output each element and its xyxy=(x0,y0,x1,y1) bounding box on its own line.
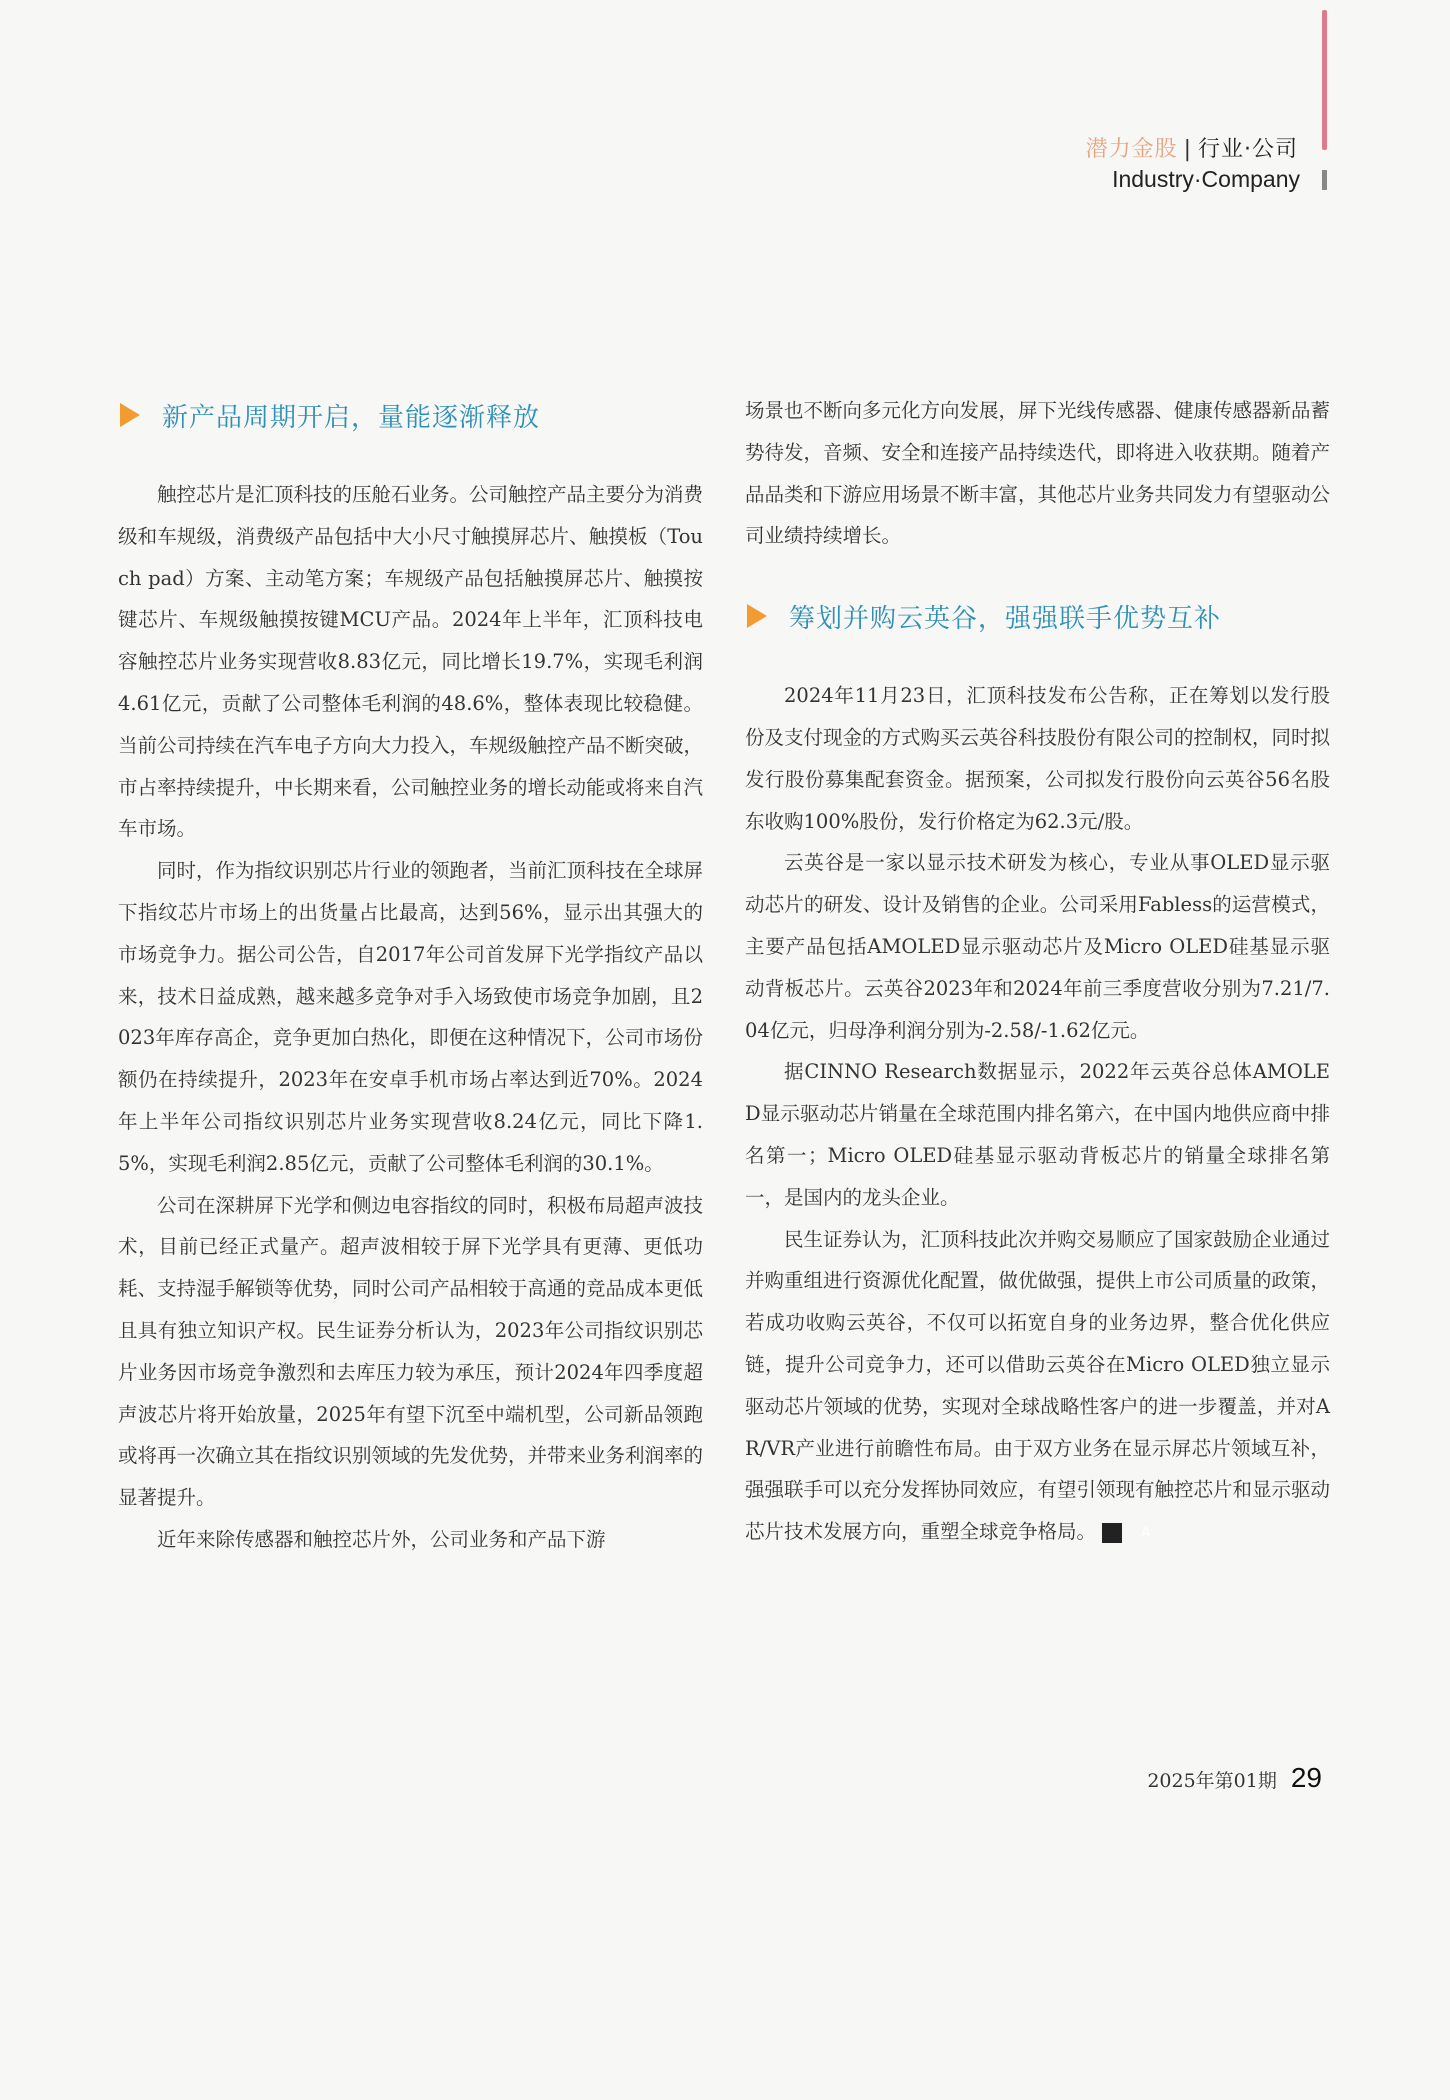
continued-paragraph: 场景也不断向多元化方向发展，屏下光线传感器、健康传感器新品蓄势待发，音频、安全和连接产品持续迭代，即将进入收获期。随着产品品类和下游应用场景不断丰富，其他芯片业务共同发力有望驱动公司业绩持续增长。 xyxy=(745,399,1331,548)
issue-label: 2025年第01期 xyxy=(1147,1770,1277,1792)
section-heading-2-text-a: 筹划并购云英谷， xyxy=(789,603,1006,634)
section-heading-2-text-b: 强强联手优势互补 xyxy=(1005,603,1222,634)
section-heading-2 xyxy=(745,591,1330,641)
triangle-bullet-icon xyxy=(120,403,140,427)
column-brand: 潜力金股 xyxy=(1085,137,1178,162)
triangle-bullet-icon xyxy=(747,604,767,628)
page-footer xyxy=(1147,1762,1322,1794)
header-tick xyxy=(1322,170,1327,190)
section-name-en: Industry·Company xyxy=(1112,166,1300,192)
section-heading-1-text: 新产品周期开启，量能逐渐释放 xyxy=(162,402,541,433)
header-accent-bar xyxy=(1322,10,1327,150)
right-column xyxy=(745,390,1330,1553)
body-paragraph: 云英谷是一家以显示技术研发为核心，专业从事OLED显示驱动芯片的研发、设计及销售的企业。公司采用Fabless的运营模式，主要产品包括AMOLED显示驱动芯片及Micro OLED硅基显示驱动背板芯片。云英谷2023年和2024年前三季度营收分别为7.21/7.04亿元，归母净利润分别为-2.58/-1.62亿元。 xyxy=(745,851,1330,1042)
body-paragraph: 公司在深耕屏下光学和侧边电容指纹的同时，积极布局超声波技术，目前已经正式量产。超声波相较于屏下光学具有更薄、更低功耗、支持湿手解锁等优势，同时公司产品相较于高通的竞品成本更低且具有独立知识产权。民生证券分析认为，2023年公司指纹识别芯片业务因市场竞争激烈和去库压力较为承压，预计2024年四季度超声波芯片将开始放量，2025年有望下沉至中端机型，公司新品领跑或将再一次确立其在指纹识别领域的先发优势，并带来业务利润率的显著提升。 xyxy=(118,1193,704,1510)
page-number: 29 xyxy=(1290,1762,1322,1793)
body-paragraph: 据CINNO Research数据显示，2022年云英谷总体AMOLED显示驱动芯片销量在全球范围内排名第六，在中国内地供应商中排名第一；Micro OLED硅基显示驱动背板芯片的销量全球排名第一，是国内的龙头企业。 xyxy=(745,1060,1330,1209)
column-header xyxy=(1086,132,1298,163)
body-paragraph: 同时，作为指纹识别芯片行业的领跑者，当前汇顶科技在全球屏下指纹芯片市场上的出货量占比最高，达到56%，显示出其强大的市场竞争力。据公司公告，自2017年公司首发屏下光学指纹产品以来，技术日益成熟，越来越多竞争对手入场致使市场竞争加剧，且2023年库存高企，竞争更加白热化，即便在这种情况下，公司市场份额仍在持续提升，2023年在安卓手机市场占率达到近70%。2024年上半年公司指纹识别芯片业务实现营收8.24亿元，同比下降1.5%，实现毛利润2.85亿元，贡献了公司整体毛利润的30.1%。 xyxy=(118,859,704,1175)
article-end-mark-icon: A xyxy=(1102,1523,1122,1543)
final-paragraph-text: 民生证券认为，汇顶科技此次并购交易顺应了国家鼓励企业通过并购重组进行资源优化配置，做优做强，提供上市公司质量的政策，若成功收购云英谷，不仅可以拓宽自身的业务边界，整合优化供应链，提升公司竞争力，还可以借助云英谷在Micro OLED独立显示驱动芯片领域的优势，实现对全球战略性客户的进一步覆盖，并对AR/VR产业进行前瞻性布局。由于双方业务在显示屏芯片领域互补，强强联手可以充分发挥协同效应，有望引领现有触控芯片和显示驱动芯片技术发展方向，重塑全球竞争格局。 xyxy=(745,1227,1331,1544)
body-paragraph-final xyxy=(745,1219,1330,1553)
body-paragraph: 近年来除传感器和触控芯片外，公司业务和产品下游 xyxy=(157,1527,606,1551)
body-paragraph: 触控芯片是汇顶科技的压舱石业务。公司触控产品主要分为消费级和车规级，消费级产品包括中大小尺寸触摸屏芯片、触摸板（Touch pad）方案、主动笔方案；车规级产品包括触摸屏芯片、触摸按键芯片、车规级触摸按键MCU产品。2024年上半年，汇顶科技电容触控芯片业务实现营收8.83亿元，同比增长19.7%，实现毛利润4.61亿元，贡献了公司整体毛利润的48.6%，整体表现比较稳健。当前公司持续在汽车电子方向大力投入，车规级触控产品不断突破，市占率持续提升，中长期来看，公司触控业务的增长动能或将来自汽车市场。 xyxy=(118,483,704,841)
left-column xyxy=(118,390,703,1561)
header-separator: | xyxy=(1183,137,1192,162)
section-name: 行业·公司 xyxy=(1198,137,1298,162)
body-paragraph: 2024年11月23日，汇顶科技发布公告称，正在筹划以发行股份及支付现金的方式购买云英谷科技股份有限公司的控制权，同时拟发行股份募集配套资金。据预案，公司拟发行股份向云英谷56名股东收购100%股份，发行价格定为62.3元/股。 xyxy=(745,684,1331,833)
section-heading-1 xyxy=(118,390,703,440)
